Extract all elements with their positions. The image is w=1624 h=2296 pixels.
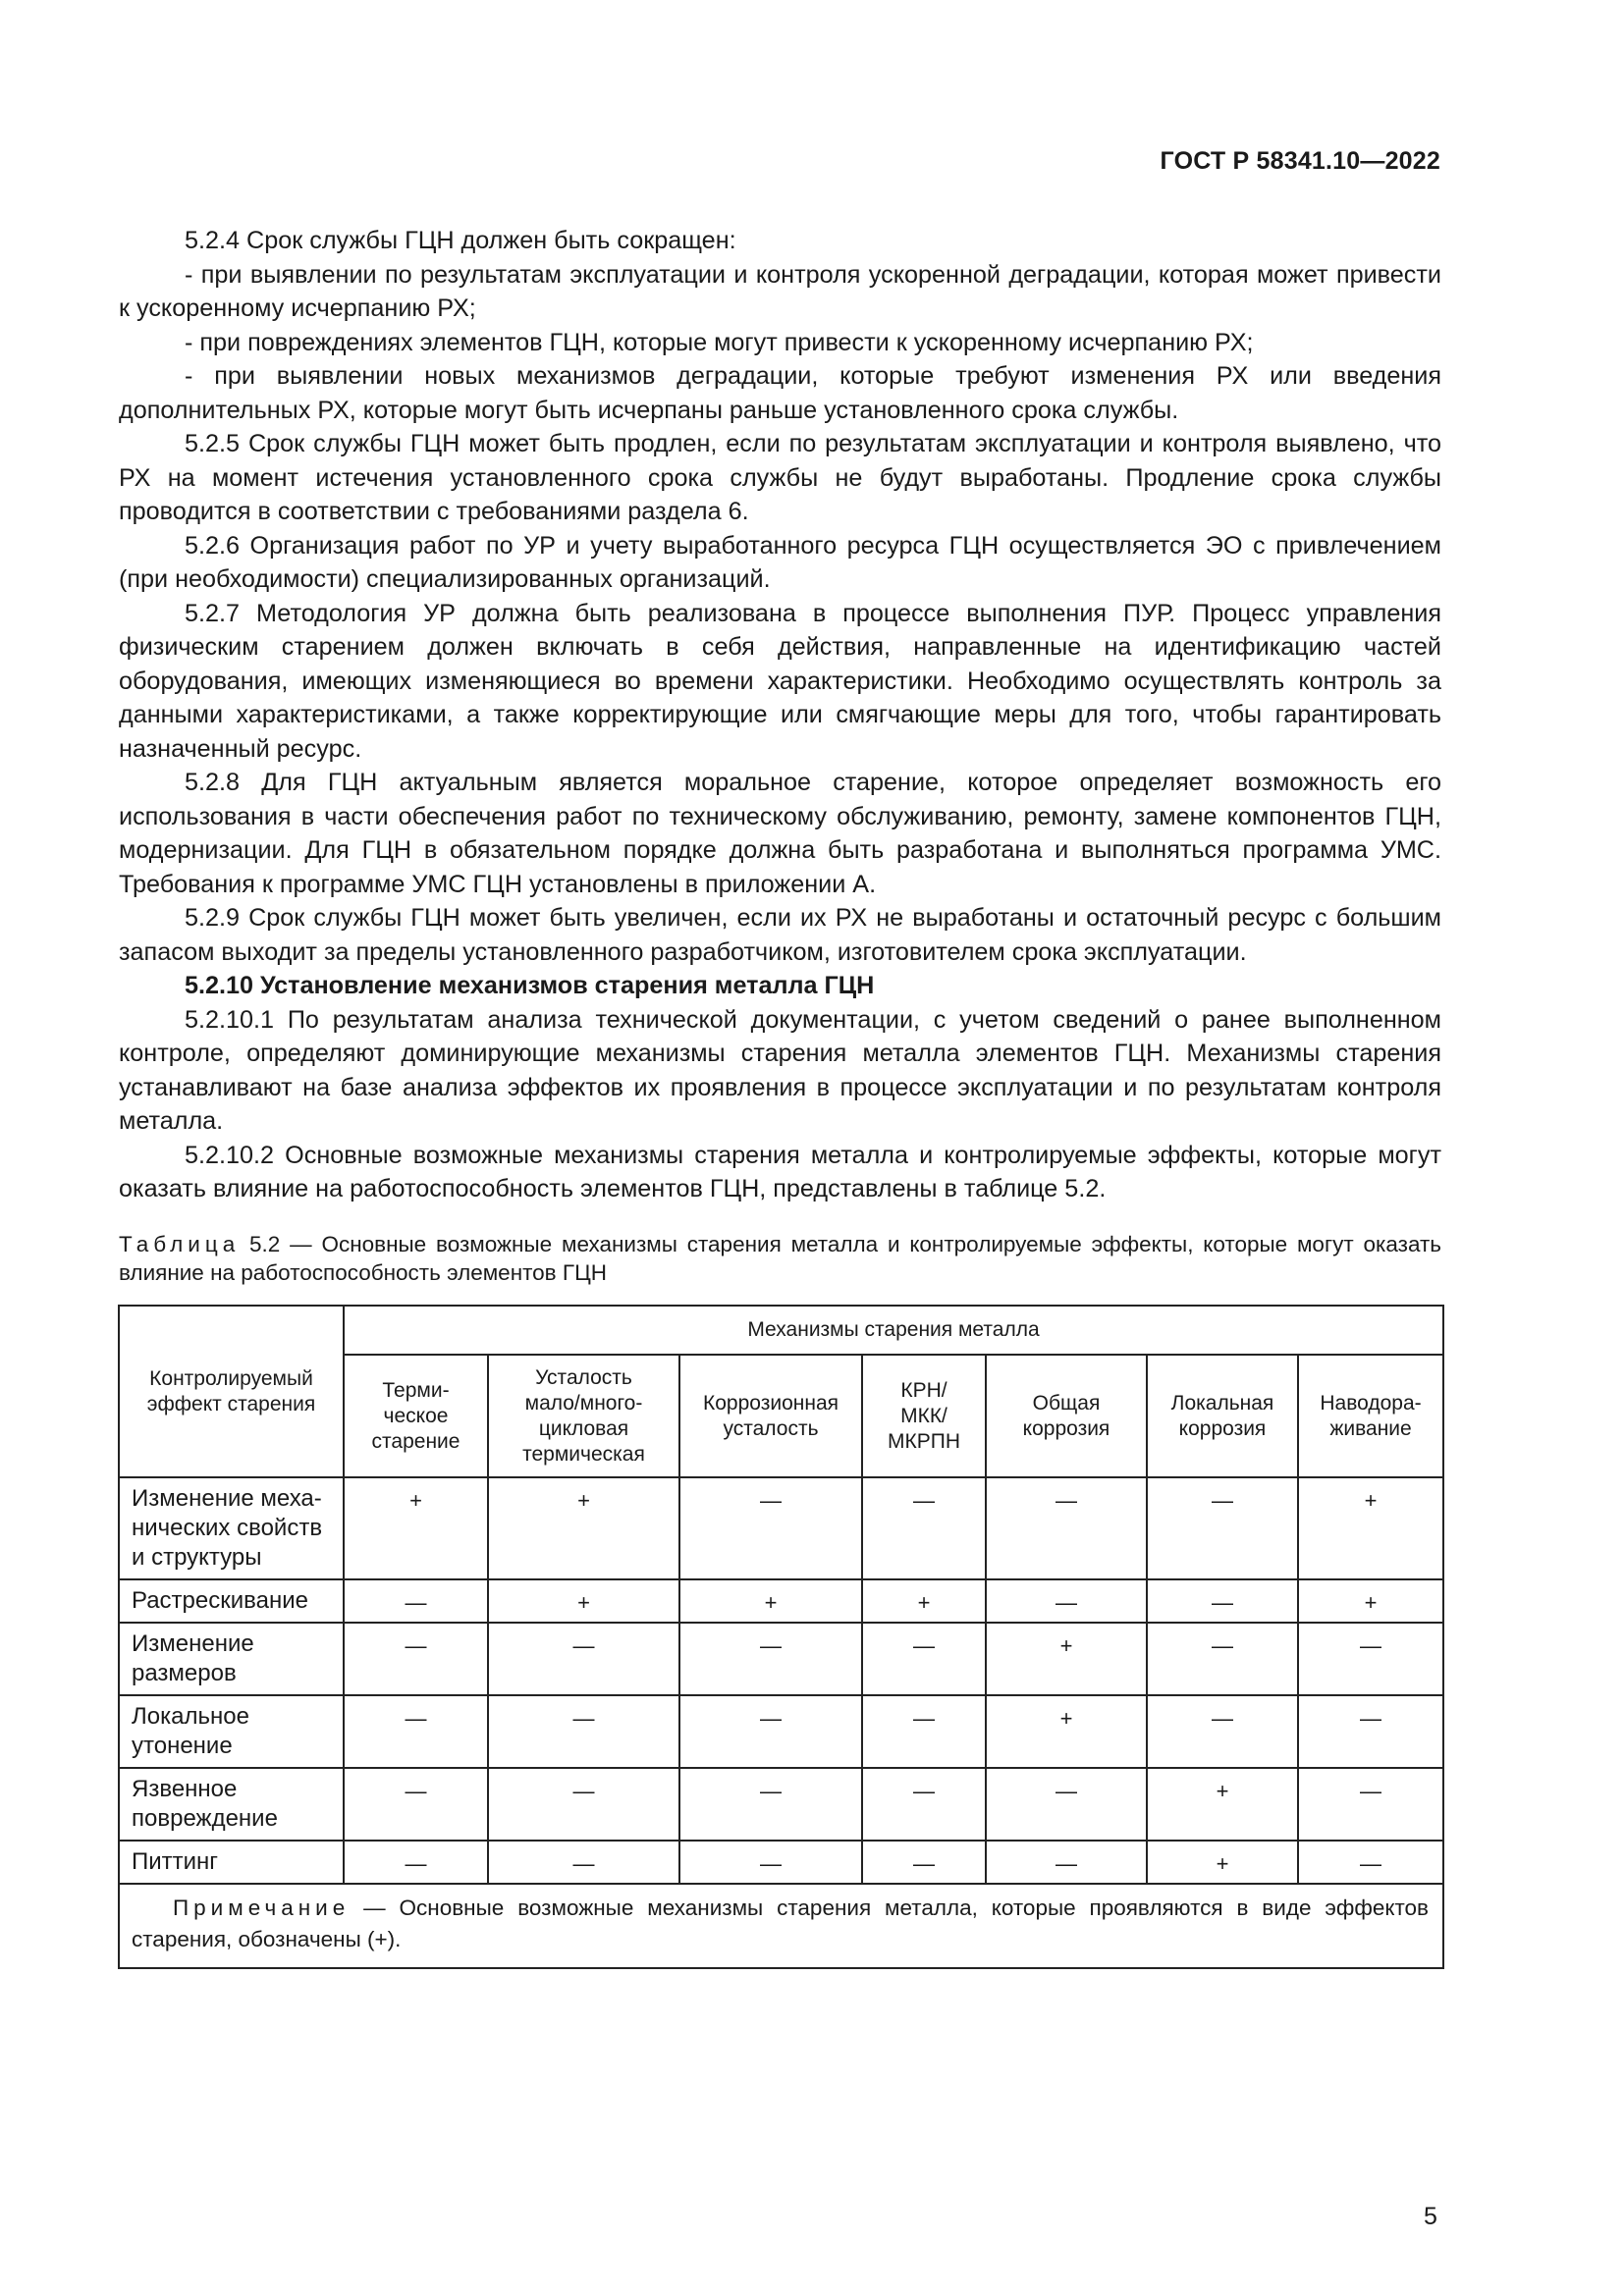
paragraph: 5.2.5 Срок службы ГЦН может быть продлен, если по результатам эксплуатации и контроля выявлено, что РХ на момент истечения установленного срока службы не будут выработаны. Продление срока службы проводится в соответствии с требованиями раздела 6.	[119, 430, 1441, 525]
row-label: Растрескивание	[119, 1579, 344, 1623]
table-cell: —	[1147, 1477, 1298, 1579]
paragraph: - при выявлении по результатам эксплуатации и контроля ускоренной деградации, которая может привести к ускоренному исчерпанию РХ;	[119, 260, 1441, 322]
table-cell: —	[1298, 1768, 1443, 1841]
paragraph: - при выявлении новых механизмов деградации, которые требуют изменения РХ или введения дополнительных РХ, которые могут быть исчерпаны раньше установленного срока службы.	[119, 362, 1441, 424]
paragraph: 5.2.8 Для ГЦН актуальным является моральное старение, которое определяет возможность его использования в части обеспечения работ по техническому обслуживанию, ремонту, замене компонентов ГЦН, модернизации. Для ГЦН в обязательном порядке должна быть разработана и выполняться программа УМС. Требования к программе УМС ГЦН установлены в приложении А.	[119, 769, 1441, 898]
column-header: Терми- ческое старение	[344, 1355, 488, 1477]
table-caption-label: Таблица	[119, 1232, 241, 1256]
table-cell: —	[679, 1695, 862, 1768]
table-cell: —	[1147, 1623, 1298, 1695]
table-cell: —	[344, 1768, 488, 1841]
row-label: Питтинг	[119, 1841, 344, 1884]
table-cell: —	[862, 1841, 986, 1884]
table-cell: +	[862, 1579, 986, 1623]
table-cell: —	[862, 1623, 986, 1695]
table-cell: —	[344, 1623, 488, 1695]
table-cell: —	[1298, 1623, 1443, 1695]
table-cell: —	[488, 1695, 679, 1768]
table-row	[119, 1623, 1443, 1695]
table-cell: —	[862, 1477, 986, 1579]
table-row	[119, 1579, 1443, 1623]
column-header: Общая коррозия	[986, 1355, 1147, 1477]
table-body	[119, 1477, 1443, 1884]
paragraph: 5.2.4 Срок службы ГЦН должен быть сокращен:	[185, 227, 736, 254]
group-header: Механизмы старения металла	[344, 1306, 1443, 1355]
table-cell: +	[344, 1477, 488, 1579]
table-row	[119, 1768, 1443, 1841]
table-cell: —	[1298, 1695, 1443, 1768]
table-cell: —	[344, 1695, 488, 1768]
table-row	[119, 1477, 1443, 1579]
row-label: Локальное утонение	[119, 1695, 344, 1768]
table-cell: —	[679, 1477, 862, 1579]
table-cell: —	[862, 1768, 986, 1841]
page-number: 5	[1424, 2203, 1437, 2230]
table-cell: —	[986, 1477, 1147, 1579]
paragraph: 5.2.10.2 Основные возможные механизмы старения металла и контролируемые эффекты, которые могут оказать влияние на работоспособность элементов ГЦН, представлены в таблице 5.2.	[119, 1141, 1441, 1202]
table-cell: +	[1298, 1477, 1443, 1579]
table-cell: —	[679, 1623, 862, 1695]
table-cell: —	[488, 1841, 679, 1884]
section-heading: 5.2.10 Установление механизмов старения металла ГЦН	[185, 972, 875, 999]
column-header: КРН/ МКК/ МКРПН	[862, 1355, 986, 1477]
paragraph: - при повреждениях элементов ГЦН, которые могут привести к ускоренному исчерпанию РХ;	[185, 328, 1254, 356]
table-cell: —	[986, 1768, 1147, 1841]
table-caption	[119, 1230, 1441, 1287]
table-cell: —	[1147, 1579, 1298, 1623]
table-cell: +	[488, 1579, 679, 1623]
paragraph: 5.2.10.1 По результатам анализа технической документации, с учетом сведений о ранее выполненном контроле, определяют доминирующие механизмы старения металла элементов ГЦН. Механизмы старения устанавливают на базе анализа эффектов их проявления в процессе эксплуатации и по результатам контроля металла.	[119, 1005, 1441, 1135]
paragraph: 5.2.7 Методология УР должна быть реализована в процессе выполнения ПУР. Процесс управления физическим старением должен включать в себя действия, направленные на идентификацию частей оборудования, имеющих изменяющиеся во времени характеристики. Необходимо осуществлять контроль за данными характеристиками, а также корректирующие или смягчающие меры для того, чтобы гарантировать назначенный ресурс.	[119, 599, 1441, 763]
column-header: Коррозионная усталость	[679, 1355, 862, 1477]
table-cell: —	[488, 1768, 679, 1841]
column-header: Усталость мало/много- цикловая термическая	[488, 1355, 679, 1477]
note-text: — Основные возможные механизмы старения металла, которые проявляются в виде эффектов старения, обозначены (+).	[132, 1896, 1430, 1951]
row-label: Язвенное повреждение	[119, 1768, 344, 1841]
paragraph: 5.2.6 Организация работ по УР и учету выработанного ресурса ГЦН осуществляется ЭО с привлечением (при необходимости) специализированных организаций.	[119, 531, 1441, 593]
column-header: Локальная коррозия	[1147, 1355, 1298, 1477]
note-label: Примечание	[173, 1896, 351, 1920]
table-cell: —	[1298, 1841, 1443, 1884]
table-cell: —	[344, 1579, 488, 1623]
table-cell: +	[488, 1477, 679, 1579]
row-header-title: Контролируемый эффект старения	[119, 1306, 344, 1477]
table-cell: +	[1298, 1579, 1443, 1623]
table-cell: +	[1147, 1841, 1298, 1884]
table-cell: —	[679, 1768, 862, 1841]
table-cell: +	[986, 1623, 1147, 1695]
row-label: Изменение размеров	[119, 1623, 344, 1695]
table-cell: —	[488, 1623, 679, 1695]
table-cell: —	[862, 1695, 986, 1768]
table-cell: +	[679, 1579, 862, 1623]
paragraph: 5.2.9 Срок службы ГЦН может быть увеличен, если их РХ не выработаны и остаточный ресурс с большим запасом выходит за пределы установленного разработчиком, изготовителем срока эксплуатации.	[119, 904, 1441, 966]
table-row	[119, 1695, 1443, 1768]
table-cell: —	[344, 1841, 488, 1884]
table-cell: +	[986, 1695, 1147, 1768]
column-header: Наводора- живание	[1298, 1355, 1443, 1477]
table-note	[119, 1884, 1443, 1968]
row-label: Изменение меха- нических свойств и структуры	[119, 1477, 344, 1579]
table-cell: —	[986, 1841, 1147, 1884]
table-cell: —	[1147, 1695, 1298, 1768]
table-cell: —	[986, 1579, 1147, 1623]
document-code: ГОСТ Р 58341.10—2022	[1160, 147, 1440, 175]
body-text	[119, 224, 1441, 1206]
aging-mechanisms-table	[118, 1305, 1444, 1969]
table-cell: +	[1147, 1768, 1298, 1841]
table-cell: —	[679, 1841, 862, 1884]
table-caption-text: 5.2 — Основные возможные механизмы старения металла и контролируемые эффекты, которые могут оказать влияние на работоспособность элементов ГЦН	[119, 1232, 1441, 1285]
table-row	[119, 1841, 1443, 1884]
